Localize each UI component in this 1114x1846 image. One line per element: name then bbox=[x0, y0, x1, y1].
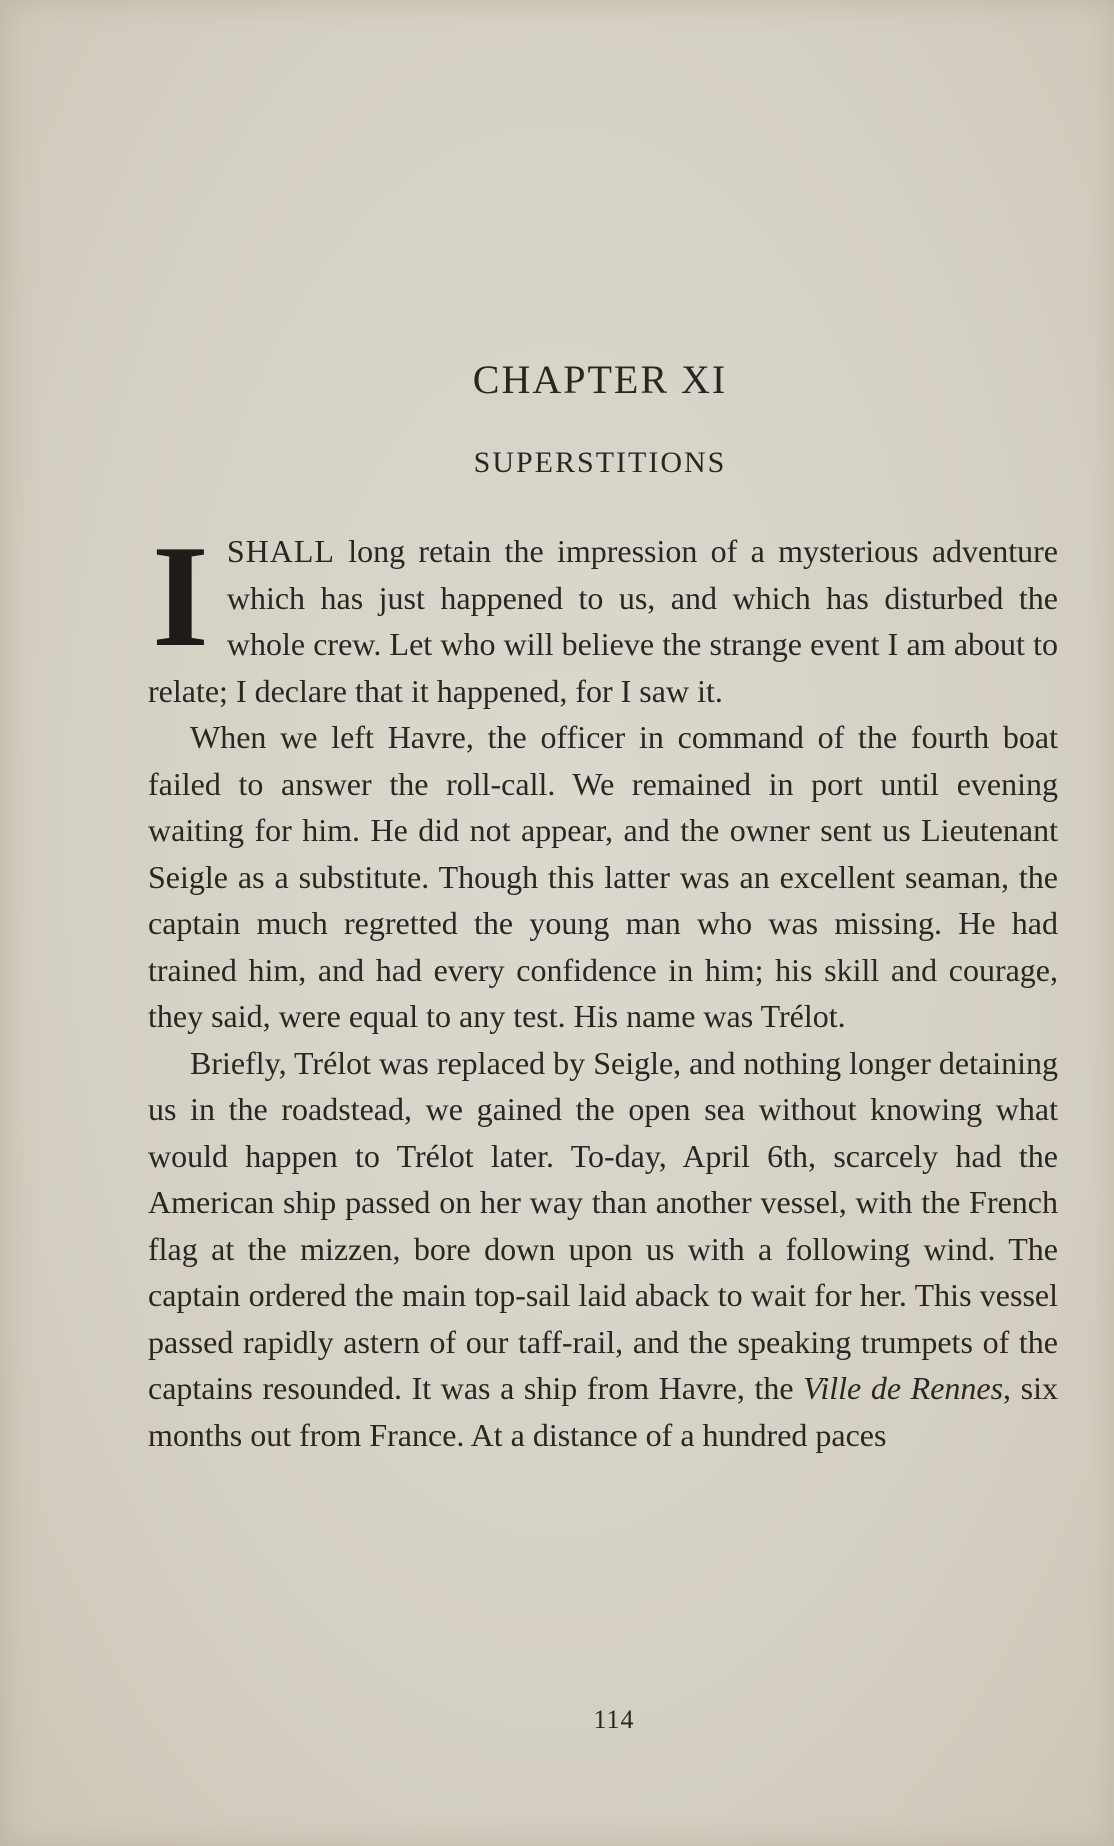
page-number: 114 bbox=[593, 1705, 635, 1734]
chapter-number: CHAPTER XI bbox=[472, 357, 728, 402]
paragraph-1 bbox=[148, 515, 1058, 714]
ship-name: Ville de Rennes bbox=[803, 1370, 1004, 1406]
paragraph-2: When we left Havre, the officer in command of the fourth boat failed to answer the roll-call. We remained in port until evening waiting for him. He did not appear, and the owner sent us Lieutenant Seigle as a substitute. Though this latter was an excellent seaman, the captain much regretted the young man who was missing. He had trained him, and had every confidence in him; his skill and courage, they said, were equal to any test. His name was Trélot. bbox=[148, 719, 1058, 1034]
paragraph-3 bbox=[148, 1040, 1058, 1459]
lead-word: SHALL bbox=[226, 533, 335, 569]
drop-cap: I bbox=[152, 515, 209, 677]
paragraph-3-text-end: , six months out from France. At a distance of a hundred paces bbox=[148, 1370, 1058, 1453]
paragraph-3-text-start: Briefly, Trélot was replaced by Seigle, and nothing longer detaining us in the roadstead, we gained the open sea without knowing what would happen to Trélot later. To-day, April 6th, scarcely had the American ship passed on her way than another vessel, with the French flag at the mizzen, bore down upon us with a following wind. The captain ordered the main top-sail laid aback to wait for her. This vessel passed rapidly astern of our taff-rail, and the speaking trumpets of the captains resounded. It was a ship from Havre, the bbox=[148, 1044, 1058, 1406]
paragraph-1-text: long retain the impression of a mysterious adventure which has just happened to us, and which has disturbed the whole crew. Let who will believe the strange event I am about to relate; I declare that it happened, for I saw it. bbox=[148, 533, 1058, 709]
chapter-title: SUPERSTITIONS bbox=[473, 446, 727, 479]
body-text bbox=[148, 515, 1058, 1458]
